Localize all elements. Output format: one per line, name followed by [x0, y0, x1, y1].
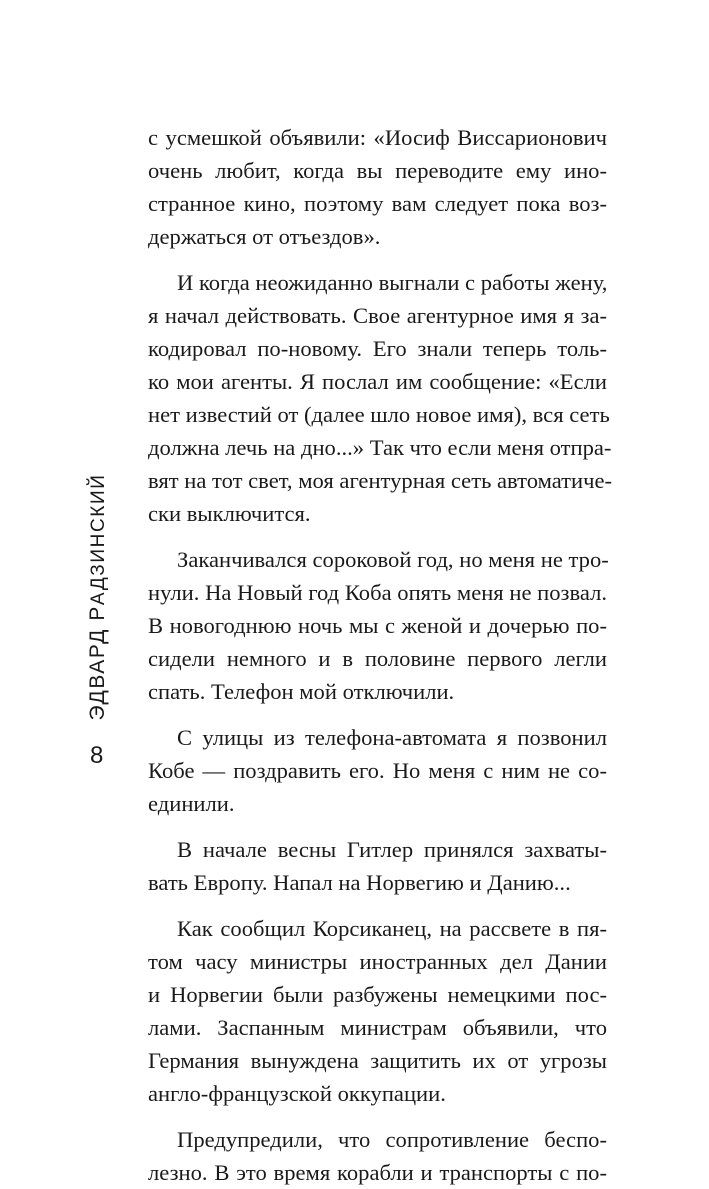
- text-line: вать Европу. Напал на Норвегию и Данию...: [148, 870, 571, 895]
- text-line: В начале весны Гитлер принялся захваты-: [177, 837, 607, 862]
- text-line: ски выключится.: [148, 501, 311, 526]
- paragraph: [148, 833, 607, 899]
- text-line: должна лечь на дно...» Так что если меня отпра-: [148, 435, 612, 460]
- text-line: англо-французской оккупации.: [148, 1081, 446, 1106]
- text-line: лезно. В это время корабли и транспорты с по-: [148, 1160, 607, 1185]
- text-line: я начал действовать. Свое агентурное имя я за-: [148, 303, 607, 328]
- text-line: лами. Заспанным министрам объявили, что: [148, 1015, 607, 1040]
- text-line: сидели немного и в половине первого легли: [148, 646, 607, 671]
- text-line: и Норвегии были разбужены немецкими пос-: [148, 982, 607, 1007]
- paragraph: [148, 543, 607, 708]
- text-line: странное кино, поэтому вам следует пока воз-: [148, 191, 607, 216]
- text-line: И когда неожиданно выгнали с работы жену,: [177, 270, 608, 295]
- author-name: [86, 474, 110, 721]
- text-line: Кобе — поздравить его. Но меня с ним не со-: [148, 758, 607, 783]
- text-line: спать. Телефон мой отключили.: [148, 679, 455, 704]
- paragraph: [148, 266, 613, 530]
- text-line: Заканчивался сороковой год, но меня не тро-: [177, 547, 609, 572]
- author-last-name-initial: Р: [86, 605, 109, 621]
- page-number: 8: [90, 742, 104, 769]
- text-line: кодировал по-новому. Его знали теперь толь-: [148, 336, 607, 361]
- text-line: единили.: [148, 791, 235, 816]
- text-line: С улицы из телефона-автомата я позвонил: [177, 725, 607, 750]
- text-line: В новогоднюю ночь мы с женой и дочерью по-: [148, 613, 607, 638]
- text-line: Предупредили, что сопротивление беспо-: [177, 1127, 607, 1152]
- text-line: ко мои агенты. Я послал им сообщение: «Если: [148, 369, 607, 394]
- text-line: очень любит, когда вы переводите ему ино-: [148, 158, 607, 183]
- text-line: Как сообщил Корсиканец, на рассвете в пя-: [177, 916, 607, 941]
- text-line: нет известий от (далее шло новое имя), вся сеть: [148, 402, 610, 427]
- body-text: [148, 121, 613, 1189]
- text-line: вят на тот свет, моя агентурная сеть автоматиче-: [148, 468, 613, 493]
- text-line: держаться от отъездов».: [148, 224, 381, 249]
- text-line: нули. На Новый год Коба опять меня не позвал.: [148, 580, 607, 605]
- paragraph: [148, 721, 607, 820]
- paragraph: [148, 912, 607, 1110]
- text-line: том часу министры иностранных дел Дании: [148, 949, 607, 974]
- paragraph: [148, 121, 607, 253]
- running-head: [78, 473, 118, 721]
- paragraph: [148, 1123, 607, 1189]
- text-line: с усмешкой объявили: «Иосиф Виссарионович: [148, 125, 607, 150]
- author-first-name: ЭДВАРД: [86, 628, 109, 721]
- author-last-name-rest: АДЗИНСКИЙ: [88, 473, 109, 606]
- text-line: Германия вынуждена защитить их от угрозы: [148, 1048, 607, 1073]
